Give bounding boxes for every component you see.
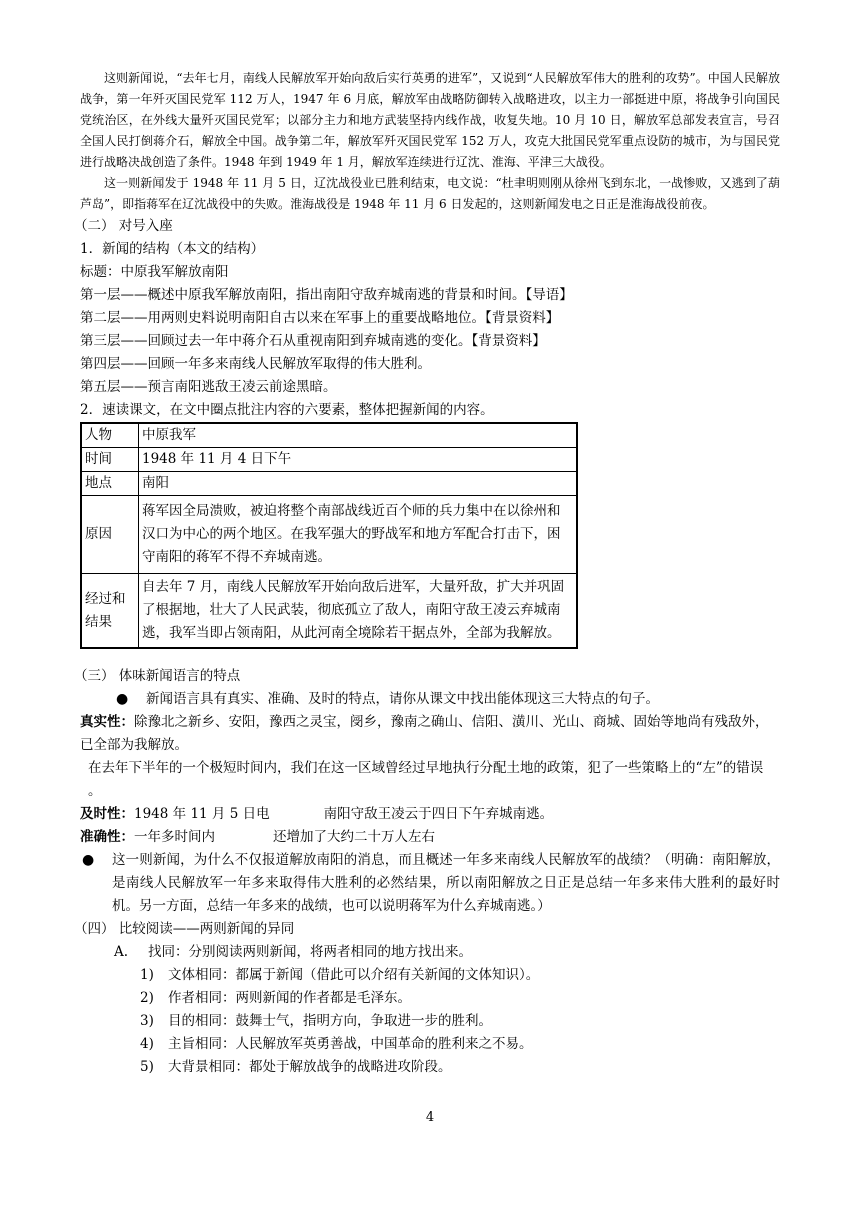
list-number: 2) [140, 990, 154, 1006]
truth-paragraph [80, 711, 780, 757]
list-text: 作者相同：两则新闻的作者都是毛泽东。 [168, 990, 411, 1006]
table-row [81, 423, 577, 448]
timely-line [80, 803, 780, 826]
list-item [80, 1056, 780, 1079]
table-value: 南阳 [139, 472, 578, 496]
document-page [74, 68, 780, 1079]
bullet-item [80, 688, 780, 711]
compare-a-label: A. [114, 944, 129, 960]
layer-3: 第三层——回顾过去一年中蒋介石从重视南阳到弃城南逃的变化。【背景资料】 [80, 333, 546, 349]
list-number: 4) [140, 1036, 154, 1052]
accurate-b: 还增加了大约二十万人左右 [273, 829, 435, 845]
timely-label: 及时性： [80, 806, 134, 822]
bullet-icon: ● [82, 852, 95, 868]
table-key: 地点 [81, 472, 139, 496]
table-key: 人物 [81, 423, 139, 448]
list-text: 主旨相同：人民解放军英勇善战，中国革命的胜利来之不易。 [168, 1036, 533, 1052]
layer-4: 第四层——回顾一年多来南线人民解放军取得的伟大胜利。 [80, 356, 431, 372]
list-text: 大背景相同：都处于解放战争的战略进攻阶段。 [168, 1059, 452, 1075]
bullet-text: 新闻语言具有真实、准确、及时的特点，请你从课文中找出能体现这三大特点的句子。 [146, 691, 659, 707]
truth-text: 除豫北之新乡、安阳，豫西之灵宝，阌乡，豫南之确山、信阳、潢川、光山、商城、固始等地尚有残敌外，已全部为我解放。 [80, 714, 769, 753]
layer-5: 第五层——预言南阳逃敌王凌云前途黑暗。 [80, 379, 337, 395]
table-row [81, 448, 577, 472]
section-3-heading: （三） 体味新闻语言的特点 [74, 668, 241, 684]
list-number: 5) [140, 1059, 154, 1075]
compare-a-line [80, 941, 780, 964]
list-number: 3) [140, 1013, 154, 1029]
timely-b: 南阳守敌王凌云于四日下午弃城南逃。 [323, 806, 554, 822]
bullet-text-2: 这一则新闻，为什么不仅报道解放南阳的消息，而且概述一年多来南线人民解放军的战绩？（明确：南阳解放，是南线人民解放军一年多来取得伟大胜利的必然结果，所以南阳解放之日正是总结一年多来伟大胜利的最好时机。另一方面，总结一年多来的战绩，也可以说明蒋军为什么弃城南逃。） [112, 852, 780, 914]
list-item [80, 1033, 780, 1056]
page-number: 4 [425, 1110, 435, 1125]
accurate-label: 准确性： [80, 829, 134, 845]
truth-text-2: 在去年下半年的一个极短时间内，我们在这一区域曾经过早地执行分配土地的政策，犯了一些策略上的“左”的错误 。 [88, 760, 764, 799]
section-4-heading: （四） 比较阅读——两则新闻的异同 [74, 921, 295, 937]
timely-a: 1948 年 11 月 5 日电 [134, 806, 270, 822]
six-elements-instruction: 2．速读课文，在文中圈点批注内容的六要素，整体把握新闻的内容。 [80, 402, 494, 418]
table-key: 时间 [81, 448, 139, 472]
truth-label: 真实性： [80, 714, 134, 730]
layer-1: 第一层——概述中原我军解放南阳，指出南阳守敌弃城南逃的背景和时间。【导语】 [80, 287, 573, 303]
section-2-heading: （二） 对号入座 [74, 218, 173, 234]
table-value: 自去年 7 月，南线人民解放军开始向敌后进军，大量歼敌，扩大并巩固了根据地，壮大了人民武装，彻底孤立了敌人，南阳守敌王凌云弃城南逃，我军当即占领南阳，从此河南全境除若干据点外，全部为我解放。 [139, 574, 578, 649]
table-value: 蒋军因全局溃败，被迫将整个南部战线近百个师的兵力集中在以徐州和汉口为中心的两个地区。在我军强大的野战军和地方军配合打击下，困守南阳的蒋军不得不弃城南逃。 [139, 496, 578, 574]
six-elements-table [80, 422, 578, 649]
table-key: 经过和结果 [81, 574, 139, 649]
list-text: 文体相同：都属于新闻（借此可以介绍有关新闻的文体知识）。 [168, 967, 540, 983]
list-item [80, 987, 780, 1010]
bullet-icon: ● [116, 691, 129, 707]
structure-heading: 1．新闻的结构（本文的结构） [80, 241, 265, 257]
table-key: 原因 [81, 496, 139, 574]
table-row [81, 496, 577, 574]
bullet-item-2 [80, 849, 780, 918]
list-item [80, 1010, 780, 1033]
intro-paragraph-1: 这则新闻说，“去年七月，南线人民解放军开始向敌后实行英勇的进军”，又说到“人民解放军伟大的胜利的攻势”。中国人民解放战争，第一年歼灭国民党军 112 万人，1947 年 6 月底，解放军由战略防御转入战略进攻，以主力一部挺进中原，将战争引向国民党统治区，在外线大量歼灭国民党军；以部分主力和地方武装坚持内线作战，收复失地。10 月 10 日，解放军总部发表宣言，号召全国人民打倒蒋介石，解放全中国。战争第二年，解放军歼灭国民党军 152 万人，攻克大批国民党军重点设防的城市，为与国民党进行战略决战创造了条件。1948 年到 1949 年 1 月，解放军连续进行辽沈、淮海、平津三大战役。 [80, 71, 780, 169]
list-item [80, 964, 780, 987]
table-value: 中原我军 [139, 423, 578, 448]
list-number: 1) [140, 967, 154, 983]
compare-a-text: 找同：分别阅读两则新闻，将两者相同的地方找出来。 [148, 944, 473, 960]
table-row [81, 472, 577, 496]
list-text: 目的相同：鼓舞士气，指明方向，争取进一步的胜利。 [168, 1013, 492, 1029]
layer-2: 第二层——用两则史料说明南阳自古以来在军事上的重要战略地位。【背景资料】 [80, 310, 560, 326]
accurate-line [80, 826, 780, 849]
intro-paragraph-2: 这一则新闻发于 1948 年 11 月 5 日，辽沈战役业已胜利结束，电文说：“杜聿明则刚从徐州飞到东北，一战惨败，又逃到了葫芦岛”，即指蒋军在辽沈战役中的失败。淮海战役是 1948 年 11 月 6 日发起的，这则新闻发电之日正是淮海战役前夜。 [80, 176, 780, 211]
accurate-a: 一年多时间内 [134, 829, 215, 845]
news-title-line: 标题：中原我军解放南阳 [80, 264, 229, 280]
table-row [81, 574, 577, 649]
table-value: 1948 年 11 月 4 日下午 [139, 448, 578, 472]
